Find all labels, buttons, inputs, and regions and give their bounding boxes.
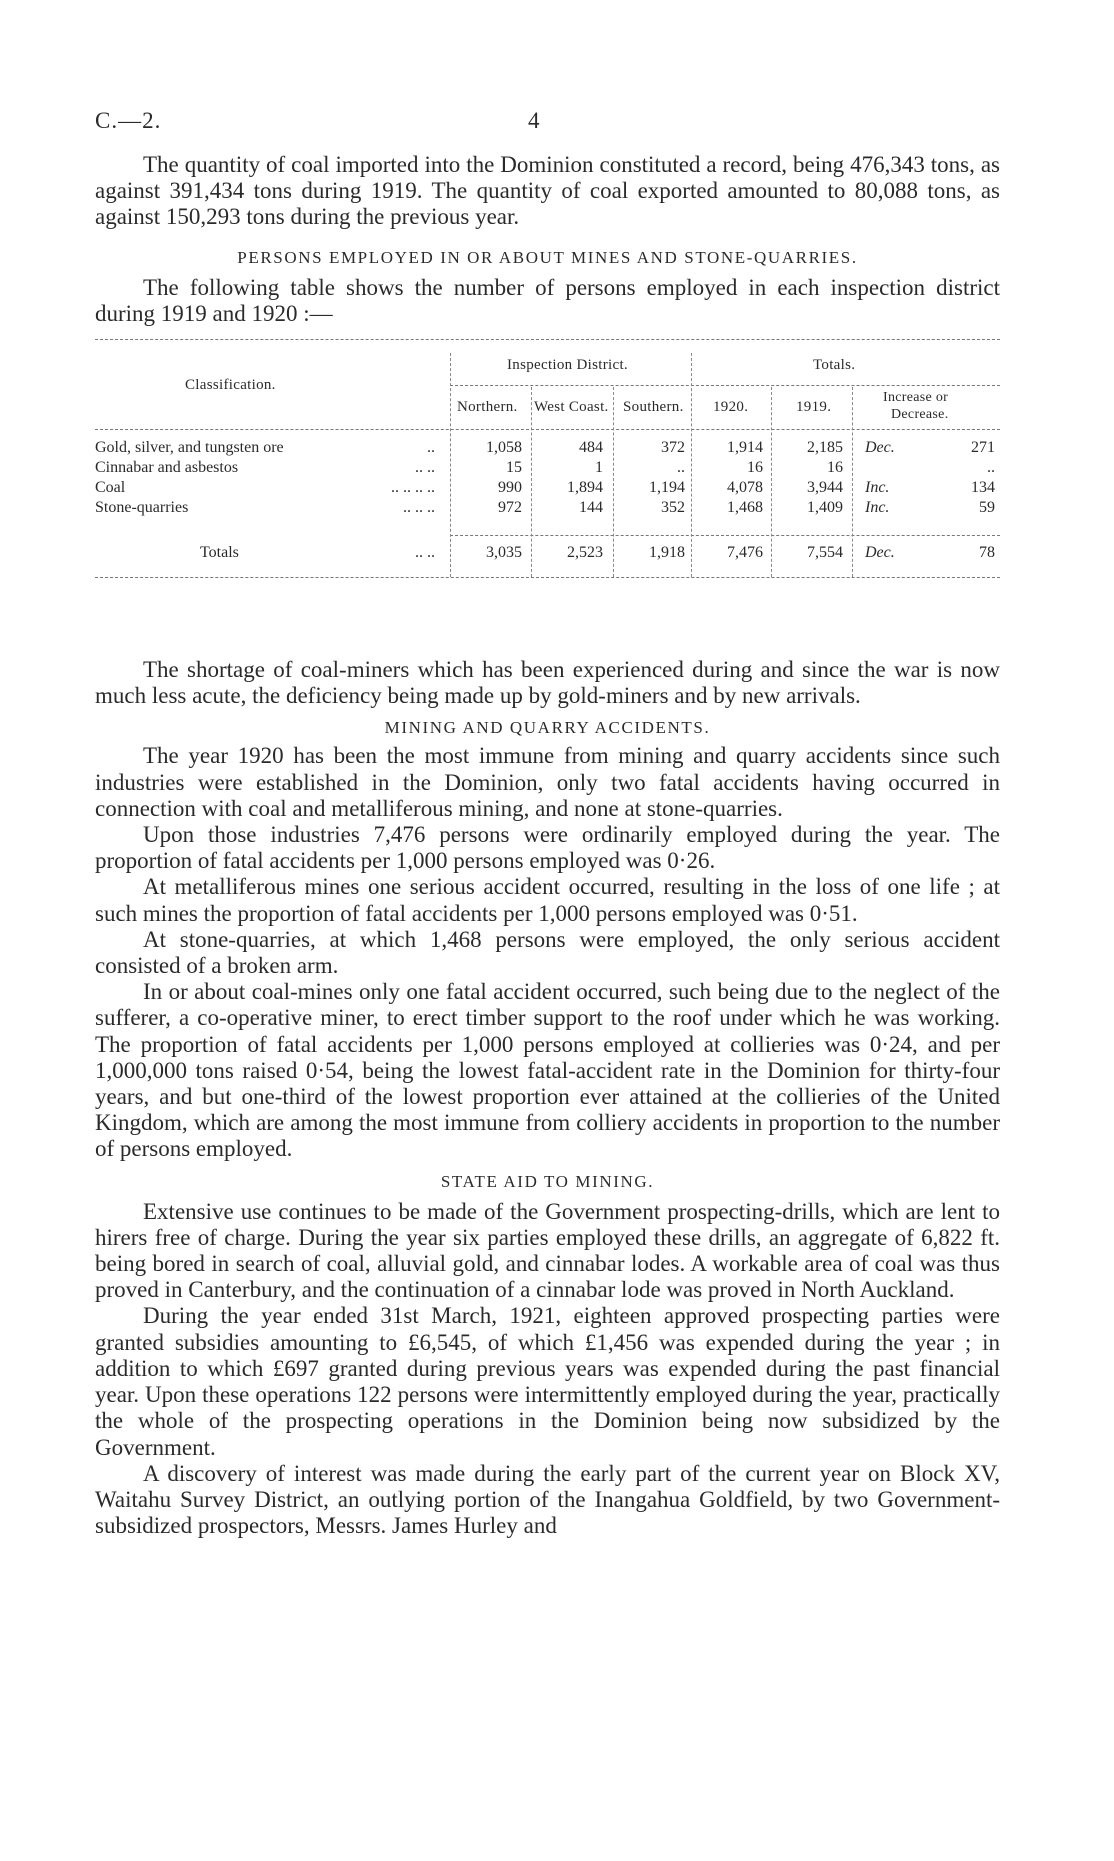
cell-y1920: 1,468 (727, 499, 763, 517)
cell-southern: .. (677, 459, 685, 477)
cell-change-value: 134 (971, 479, 995, 497)
totals-change-value: 78 (979, 544, 995, 562)
header-classification: Classification. (185, 377, 276, 394)
cell-y1920: 4,078 (727, 479, 763, 497)
header-inspection-district: Inspection District. (507, 357, 628, 374)
totals-y1920: 7,476 (727, 544, 763, 562)
cell-westcoast: 144 (579, 499, 603, 517)
table-top-rule (95, 339, 1000, 340)
header-totals: Totals. (813, 357, 856, 374)
paragraph-shortage: The shortage of coal-miners which has been experienced during and since the war is now much less acute, the deficiency being made up by gold-miners and by new arrivals. (95, 657, 1000, 709)
row-leader-dots: .. .. (415, 544, 435, 562)
cell-change-type: Inc. (865, 499, 890, 517)
paragraph: Extensive use continues to be made of the Government prospecting-drills, which are lent to hirers free of charge. During the year six parties employed these drills, an aggregate of 6,822 ft. being bored in search of coal, alluvial gold, and cinnabar lodes. A workable area of coal was thus proved in Canterbury, and the continuation of a cinnabar lode was proved in North Auckland. (95, 1198, 1000, 1303)
table-group-rule (450, 385, 1000, 386)
table-vline (852, 387, 853, 577)
section-heading-accidents: MINING AND QUARRY ACCIDENTS. (384, 718, 711, 738)
cell-y1919: 3,944 (807, 479, 843, 497)
row-leader-dots: .. (427, 439, 435, 457)
cell-change-value: 59 (979, 499, 995, 517)
cell-northern: 972 (498, 499, 522, 517)
cell-change-value: 271 (971, 439, 995, 457)
row-label: Cinnabar and asbestos (95, 459, 239, 477)
table-subtotal-rule (450, 535, 1000, 536)
table-header-rule (95, 429, 1000, 430)
employment-table (95, 337, 1000, 647)
document-reference: C.—2. (95, 108, 162, 133)
row-label: Stone-quarries (95, 499, 189, 517)
table-bottom-rule (95, 577, 1000, 578)
totals-change-type: Dec. (865, 544, 895, 562)
section-heading-persons-employed: PERSONS EMPLOYED IN OR ABOUT MINES AND STONE-QUARRIES. (237, 247, 858, 267)
cell-southern: 352 (661, 499, 685, 517)
page-header (95, 108, 1000, 138)
paragraph: At stone-quarries, at which 1,468 persons were employed, the only serious accident consisted of a broken arm. (95, 926, 1000, 979)
cell-change-type: Dec. (865, 439, 895, 457)
row-leader-dots: .. .. (415, 459, 435, 477)
header-change-line1: Increase or (883, 390, 949, 406)
cell-y1919: 2,185 (807, 439, 843, 457)
paragraph: During the year ended 31st March, 1921, eighteen approved prospecting parties were granted subsidies amounting to £6,545, of which £1,456 was expended during the year ; in addition to which £697 granted during previous years was expended during the past financial year. Upon these operations 122 persons were intermittently employed during the year, practically the whole of the prospecting operations in the Dominion being now subsidized by the Government. (95, 1303, 1000, 1460)
section-heading-state-aid: STATE AID TO MINING. (440, 1171, 655, 1191)
header-change-line2: Decrease. (891, 407, 949, 423)
header-southern: Southern. (623, 399, 684, 416)
header-northern: Northern. (457, 399, 518, 416)
cell-y1920: 1,914 (727, 439, 763, 457)
document-body (95, 152, 1000, 1539)
header-1919: 1919. (796, 399, 832, 416)
cell-southern: 372 (661, 439, 685, 457)
table-vline (531, 387, 532, 577)
row-leader-dots: .. .. .. .. (391, 479, 435, 497)
paragraph: The year 1920 has been the most immune from mining and quarry accidents since such industries were established in the Dominion, only two fatal accidents having occurred in connection with coal and metalliferous mining, and none at stone-quarries. (95, 743, 1000, 821)
paragraph-table-intro: The following table shows the number of persons employed in each inspection district during 1919 and 1920 :— (95, 274, 1000, 326)
page-number: 4 (528, 108, 540, 133)
paragraph-coal-imports: The quantity of coal imported into the Dominion constituted a record, being 476,343 tons, as against 391,434 tons during 1919. The quantity of coal exported amounted to 80,088 tons, as against 150,293 tons during the previous year. (95, 152, 1000, 230)
header-1920: 1920. (713, 399, 749, 416)
row-leader-dots: .. .. .. (403, 499, 435, 517)
row-label: Coal (95, 479, 126, 497)
cell-northern: 15 (506, 459, 522, 477)
totals-y1919: 7,554 (807, 544, 843, 562)
paragraph: At metalliferous mines one serious accident occurred, resulting in the loss of one life ; at such mines the proportion of fatal accidents per 1,000 persons employed was 0·51. (95, 874, 1000, 926)
cell-westcoast: 1,894 (567, 479, 603, 497)
cell-northern: 990 (498, 479, 522, 497)
cell-change-value: .. (987, 459, 995, 477)
cell-northern: 1,058 (486, 439, 522, 457)
table-vline (450, 353, 451, 577)
cell-y1919: 1,409 (807, 499, 843, 517)
cell-change-type: Inc. (865, 479, 890, 497)
table-vline (613, 387, 614, 577)
header-west-coast: West Coast. (534, 399, 609, 416)
cell-westcoast: 1 (595, 459, 603, 477)
totals-westcoast: 2,523 (567, 544, 603, 562)
table-vline (771, 387, 772, 577)
paragraph: Upon those industries 7,476 persons were ordinarily employed during the year. The proportion of fatal accidents per 1,000 persons employed was 0·26. (95, 822, 1000, 874)
cell-y1919: 16 (827, 459, 843, 477)
table-vline (691, 353, 692, 577)
totals-southern: 1,918 (649, 544, 685, 562)
cell-y1920: 16 (747, 459, 763, 477)
cell-southern: 1,194 (649, 479, 685, 497)
paragraph: A discovery of interest was made during the early part of the current year on Block XV, Waitahu Survey District, an outlying portion of the Inangahua Goldfield, by two Government-subsidized prospectors, Messrs. James Hurley and (95, 1460, 1000, 1539)
row-label: Gold, silver, and tungsten ore (95, 439, 284, 457)
paragraph: In or about coal-mines only one fatal accident occurred, such being due to the neglect of the sufferer, a co-operative miner, to erect timber support to the roof under which he was working. The proportion of fatal accidents per 1,000 persons employed at collieries was 0·24, and per 1,000,000 tons raised 0·54, being the lowest fatal-accident rate in the Dominion for thirty-four years, and but one-third of the lowest proportion ever attained at the collieries of the United Kingdom, which are among the most immune from colliery accidents in proportion to the number of persons employed. (95, 979, 1000, 1162)
totals-northern: 3,035 (486, 544, 522, 562)
state-aid-section (95, 1199, 1000, 1540)
cell-westcoast: 484 (579, 439, 603, 457)
accidents-section (95, 743, 1000, 1162)
totals-label: Totals (200, 544, 239, 562)
